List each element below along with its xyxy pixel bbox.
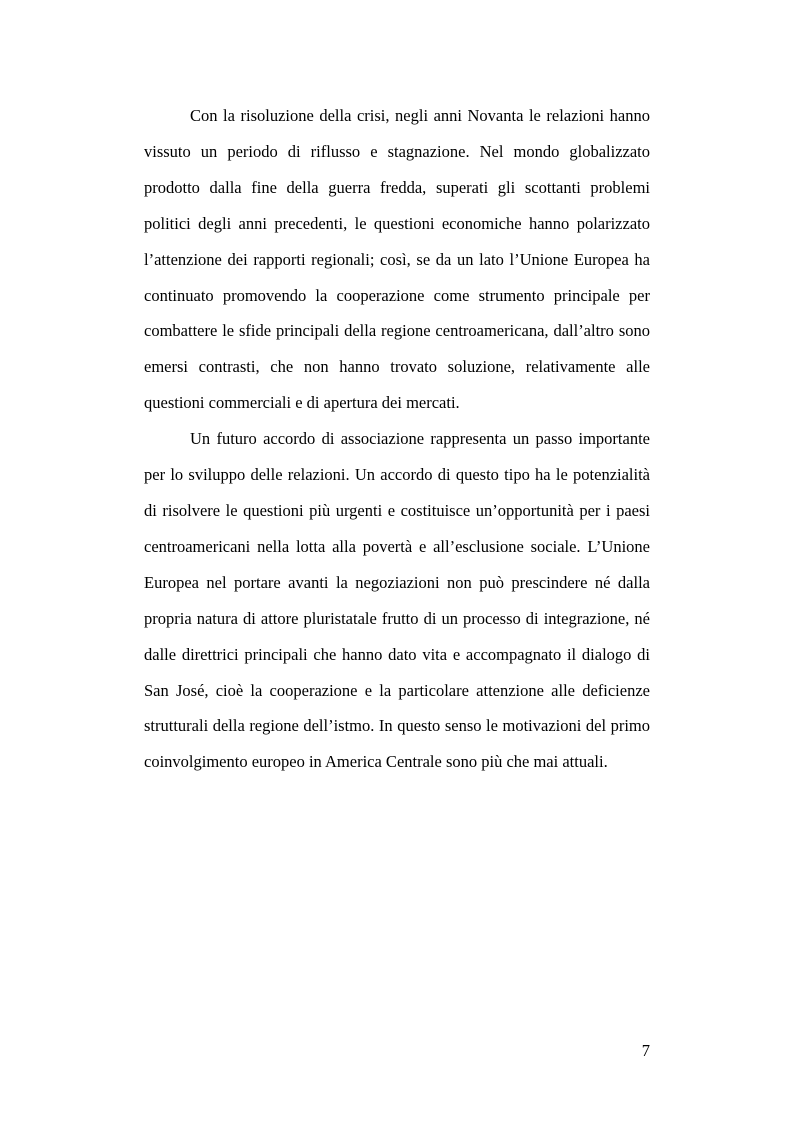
paragraph-1: Con la risoluzione della crisi, negli anni Novanta le relazioni hanno vissuto un periodo di riflusso e stagnazione. Nel mondo globalizzato prodotto dalla fine della guerra fredda, superati gli scottanti problemi politici degli anni precedenti, le questioni economiche hanno polarizzato l’attenzione dei rapporti regionali; così, se da un lato l’Unione Europea ha continuato promovendo la cooperazione come strumento principale per combattere le sfide principali della regione centroamericana, dall’altro sono emersi contrasti, che non hanno trovato soluzione, relativamente alle questioni commerciali e di apertura dei mercati. xyxy=(144,106,650,413)
page-number: 7 xyxy=(641,1041,650,1060)
body-text xyxy=(144,98,650,780)
paragraph-2: Un futuro accordo di associazione rappresenta un passo importante per lo sviluppo delle relazioni. Un accordo di questo tipo ha le potenzialità di risolvere le questioni più urgenti e costituisce un’opportunità per i paesi centroamericani nella lotta alla povertà e all’esclusione sociale. L’Unione Europea nel portare avanti la negoziazioni non può prescindere né dalla propria natura di attore pluristatale frutto di un processo di integrazione, né dalle direttrici principali che hanno dato vita e accompagnato il dialogo di San José, cioè la cooperazione e la particolare attenzione alle deficienze strutturali della regione dell’istmo. In questo senso le motivazioni del primo coinvolgimento europeo in America Centrale sono più che mai attuali. xyxy=(144,429,650,772)
